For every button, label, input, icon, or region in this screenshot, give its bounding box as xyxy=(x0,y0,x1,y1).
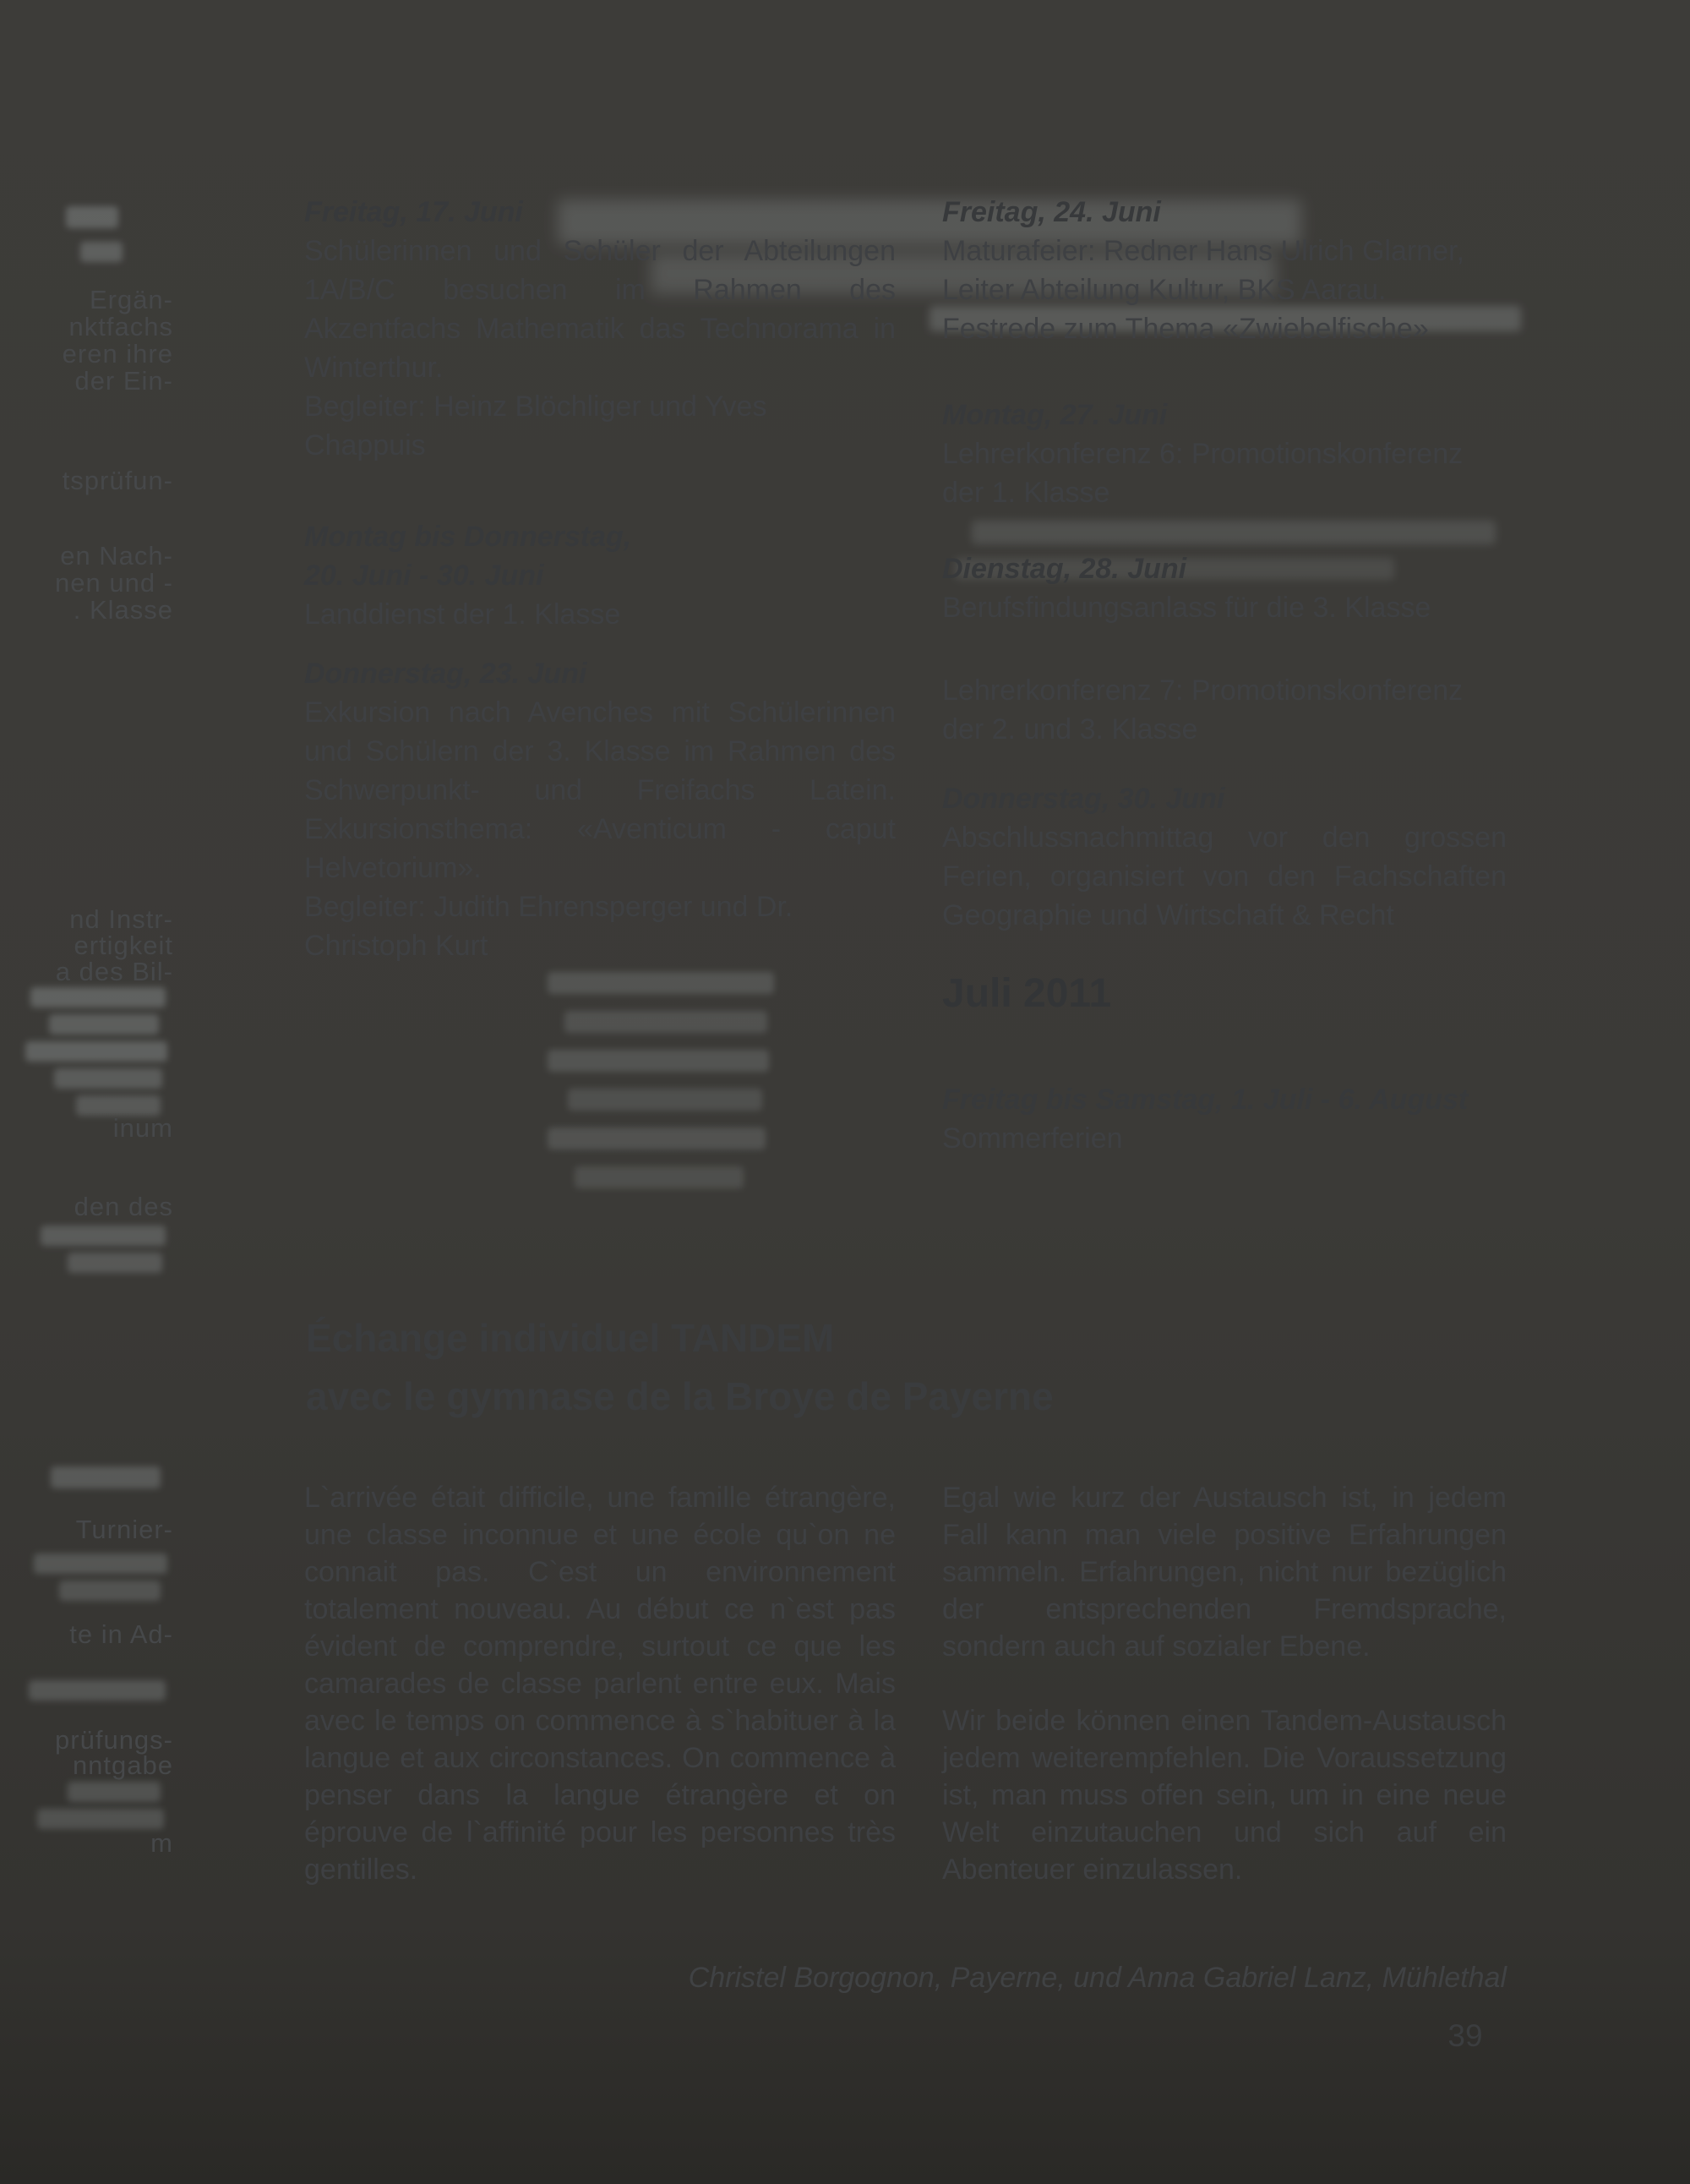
left-page-text-fragment: nntgabe xyxy=(72,1750,173,1780)
entry-date: Donnerstag, 30. Juni xyxy=(942,783,1225,815)
article-byline: Christel Borgognon, Payerne, und Anna Gabriel Lanz, Mühlethal xyxy=(688,1962,1507,1994)
left-page-text-fragment: prüfungs- xyxy=(55,1725,173,1755)
entry-body: Maturafeier: Redner Hans Ulrich Glarner, Leiter Abteilung Kultur, BKS Aarau. xyxy=(942,235,1464,306)
entry-body: Lehrerkonferenz 7: Promotionskonferenz der 2. und 3. Klasse xyxy=(942,674,1464,745)
calendar-entry xyxy=(304,654,896,965)
article-title xyxy=(306,1309,1235,1426)
left-page-text-fragment: eren ihre xyxy=(62,339,173,369)
month-heading: Juli 2011 xyxy=(942,971,1112,1016)
left-page-text-fragment: Turnier- xyxy=(75,1515,173,1544)
ghost-bar xyxy=(575,1166,744,1188)
left-page-text-fragment: Ergän- xyxy=(89,285,173,314)
ghost-bar xyxy=(564,1011,767,1033)
ghost-bar xyxy=(37,1809,164,1829)
calendar-entry xyxy=(942,396,1507,512)
ghost-bar xyxy=(59,1581,161,1601)
german-paragraph-2: Wir beide können einen Tandem-Austausch jedem weiterempfehlen. Die Voraussetzung ist, man muss offen sein, um in eine neue Welt einzutauchen und sich auf ein Abenteuer einzulassen. xyxy=(942,1705,1507,1886)
calendar-entry xyxy=(942,779,1507,935)
entry-date: Dienstag, 28. Juni xyxy=(942,553,1187,585)
left-page-text-fragment: der Ein- xyxy=(74,366,173,396)
article-column-french xyxy=(304,1479,896,1888)
ghost-bar xyxy=(54,1068,162,1089)
ghost-bar xyxy=(51,1466,161,1488)
entry-date: Montag, 27. Juni xyxy=(942,399,1168,431)
ghost-bar xyxy=(68,1782,161,1802)
ghost-bar xyxy=(41,1226,166,1246)
entry-body: Schülerinnen und Schüler der Abteilungen 1A/B/C besuchen im Rahmen des Akzentfachs Mathematik das Technorama in Winterthur. xyxy=(304,235,896,384)
entry-date: Montag bis Donnerstag, xyxy=(304,521,632,553)
left-page-text-fragment: nen und - xyxy=(55,568,173,598)
entry-extra: Begleiter: Judith Ehrensperger und Dr. Christoph Kurt xyxy=(304,891,793,962)
calendar-entry xyxy=(304,517,896,634)
article-title-line2: avec le gymnase de la Broye de Payerne xyxy=(306,1374,1054,1418)
entry-date: Freitag, 24. Juni xyxy=(942,196,1161,228)
entry-body: Berufsfindungsanlass für die 3. Klasse xyxy=(942,592,1431,624)
left-page-text-fragment: a des Bil- xyxy=(55,957,173,986)
ghost-bar xyxy=(49,1014,159,1035)
entry-extra: Begleiter: Heinz Blöchliger und Yves Chappuis xyxy=(304,390,767,461)
left-page-text-fragment: nd Instr- xyxy=(69,904,173,934)
left-page-text-fragment: en Nach- xyxy=(60,541,173,571)
french-paragraph: L`arrivée était difficile, une famille étrangère, une classe inconnue et une école qu`on ne connait pas. C`est un environnement totalement nouveau. Au début ce n`est pas évident de comprendre, surtout ce que les camarades de classe parlent entre eux. Mais avec le temps on commence à s`habituer à la langue et aux circonstances. On commence à penser dans la langue étrangère et on éprouve de l`affinité pour les personnes très gentilles. xyxy=(304,1482,896,1886)
left-page-text-fragment: m xyxy=(150,1828,173,1858)
calendar-column-right xyxy=(942,193,1507,1158)
ghost-bar xyxy=(68,1253,162,1273)
entry-date-line2: 20. Juni - 30. Juni xyxy=(304,560,544,592)
left-page-text-fragment: inum xyxy=(112,1113,173,1143)
ghost-bar xyxy=(34,1553,167,1574)
calendar-entry xyxy=(304,193,896,465)
left-page-text-fragment: den des xyxy=(74,1192,173,1221)
ghost-bar xyxy=(80,242,123,262)
entry-date: Donnerstag, 23. Juni xyxy=(304,658,587,690)
ghost-bar xyxy=(25,1041,167,1062)
entry-body: Exkursion nach Avenches mit Schülerinnen und Schülern der 3. Klasse im Rahmen des Schwerpunkt- und Freifachs Latein. Exkursionsthema: «Aventicum - caput Helvetorium». xyxy=(304,696,896,884)
left-page-text-fragment: nktfachs xyxy=(68,312,173,341)
ghost-bar xyxy=(568,1089,762,1111)
calendar-entry xyxy=(942,549,1507,627)
entry-date: Freitag bis Samstag, 1. Juli - 6. August xyxy=(942,1084,1469,1116)
ghost-bar xyxy=(29,1680,166,1701)
left-page-text-fragment: tsprüfun- xyxy=(62,466,173,495)
entry-body: Landdienst der 1. Klasse xyxy=(304,598,621,631)
entry-body: Sommerferien xyxy=(942,1122,1123,1155)
left-page-text-fragment: . Klasse xyxy=(73,595,173,625)
ghost-bar xyxy=(548,1050,769,1072)
left-page-text-fragment: te in Ad- xyxy=(69,1619,173,1649)
calendar-column-left xyxy=(304,193,896,965)
article-title-line1: Échange individuel TANDEM xyxy=(306,1316,835,1360)
entry-extra: Festrede zum Thema «Zwiebelfische» xyxy=(942,313,1429,345)
german-paragraph-1: Egal wie kurz der Austausch ist, in jedem Fall kann man viele positive Erfahrungen sammeln. Erfahrungen, nicht nur bezüglich der entsprechenden Fremdsprache, sondern auch auf sozialer Ebene. xyxy=(942,1482,1507,1663)
entry-body: Abschlussnachmittag vor den grossen Ferien, organisiert von den Fachschaften Geographie und Wirtschaft & Recht xyxy=(942,822,1507,931)
calendar-entry xyxy=(942,193,1507,348)
ghost-bar xyxy=(30,987,166,1007)
entry-date: Freitag, 17. Juni xyxy=(304,196,523,228)
ghost-bar xyxy=(66,206,118,228)
left-page-text-fragment: ertigkeit xyxy=(74,931,173,960)
calendar-entry xyxy=(942,671,1507,749)
ghost-bar xyxy=(548,972,774,994)
calendar-entry xyxy=(942,1080,1507,1158)
page-number: 39 xyxy=(1447,2018,1483,2053)
article-column-german xyxy=(942,1479,1507,1888)
entry-body: Lehrerkonferenz 6: Promotionskonferenz der 1. Klasse xyxy=(942,438,1464,509)
ghost-bar xyxy=(548,1127,766,1149)
